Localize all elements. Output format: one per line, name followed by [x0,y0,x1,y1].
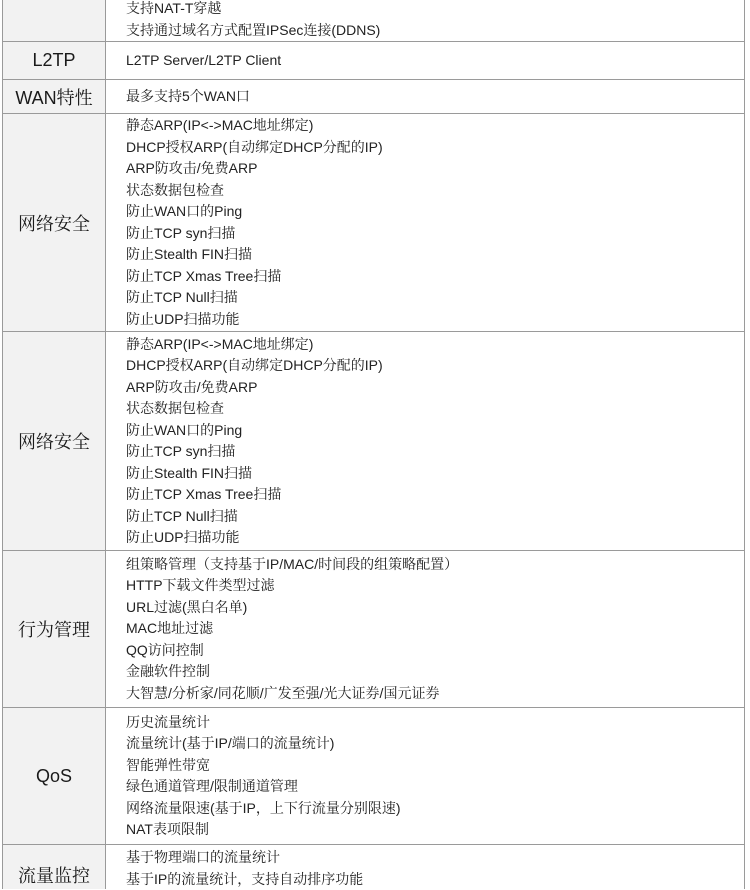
list-item: 防止Stealth FIN扫描 [126,244,744,266]
list-item: 防止TCP Xmas Tree扫描 [126,484,744,506]
list-item: QQ访问控制 [126,640,744,662]
row-label: QoS [3,708,106,844]
list-item: DHCP授权ARP(自动绑定DHCP分配的IP) [126,137,744,159]
list-item: 组策略管理（支持基于IP/MAC/时间段的组策略配置） [126,554,744,576]
list-item: 防止TCP Xmas Tree扫描 [126,266,744,288]
list-item: 防止TCP syn扫描 [126,223,744,245]
list-item: 防止TCP Null扫描 [126,506,744,528]
row-value [106,80,744,113]
list-item: 防止TCP syn扫描 [126,441,744,463]
list-item: ARP防攻击/免费ARP [126,158,744,180]
list-item: DHCP授权ARP(自动绑定DHCP分配的IP) [126,355,744,377]
list-item: 状态数据包检查 [126,180,744,202]
list-item: 防止UDP扫描功能 [126,527,744,549]
list-item: URL过滤(黑白名单) [126,597,744,619]
list-item: NAT表项限制 [126,819,744,841]
row-value [106,0,744,41]
list-item: 静态ARP(IP<->MAC地址绑定) [126,115,744,137]
list-item: 防止WAN口的Ping [126,420,744,442]
list-item: 防止Stealth FIN扫描 [126,463,744,485]
list-item: MAC地址过滤 [126,618,744,640]
list-item: L2TP Server/L2TP Client [126,50,744,72]
table-row [2,114,745,332]
row-label: 网络安全 [3,114,106,331]
table-row [2,551,745,708]
row-label: 网络安全 [3,332,106,550]
row-label [3,0,106,41]
list-item: 支持通过域名方式配置IPSec连接(DDNS) [126,20,744,42]
row-value [106,845,744,889]
list-item: 支持NAT-T穿越 [126,0,744,20]
list-item: 防止WAN口的Ping [126,201,744,223]
table-row [2,42,745,80]
table-row [2,332,745,551]
row-value [106,42,744,79]
row-label: WAN特性 [3,80,106,113]
row-value [106,332,744,550]
table-row [2,708,745,845]
list-item: 基于IP的流量统计，支持自动排序功能 [126,869,744,890]
row-label: 行为管理 [3,551,106,707]
list-item: 防止TCP Null扫描 [126,287,744,309]
table-row [2,845,745,889]
list-item: 大智慧/分析家/同花顺/广发至强/光大证券/国元证券 [126,683,744,705]
list-item: HTTP下载文件类型过滤 [126,575,744,597]
row-value [106,551,744,707]
table-row [2,80,745,114]
list-item: 最多支持5个WAN口 [126,86,744,108]
list-item: 金融软件控制 [126,661,744,683]
list-item: 基于物理端口的流量统计 [126,847,744,869]
list-item: 绿色通道管理/限制通道管理 [126,776,744,798]
row-value [106,708,744,844]
list-item: 防止UDP扫描功能 [126,309,744,331]
list-item: 状态数据包检查 [126,398,744,420]
list-item: 流量统计(基于IP/端口的流量统计) [126,733,744,755]
row-label: 流量监控 [3,845,106,889]
list-item: 网络流量限速(基于IP，上下行流量分别限速) [126,798,744,820]
list-item: ARP防攻击/免费ARP [126,377,744,399]
list-item: 历史流量统计 [126,712,744,734]
list-item: 静态ARP(IP<->MAC地址绑定) [126,334,744,356]
list-item: 智能弹性带宽 [126,755,744,777]
row-value [106,114,744,331]
table-row [2,0,745,42]
row-label: L2TP [3,42,106,79]
